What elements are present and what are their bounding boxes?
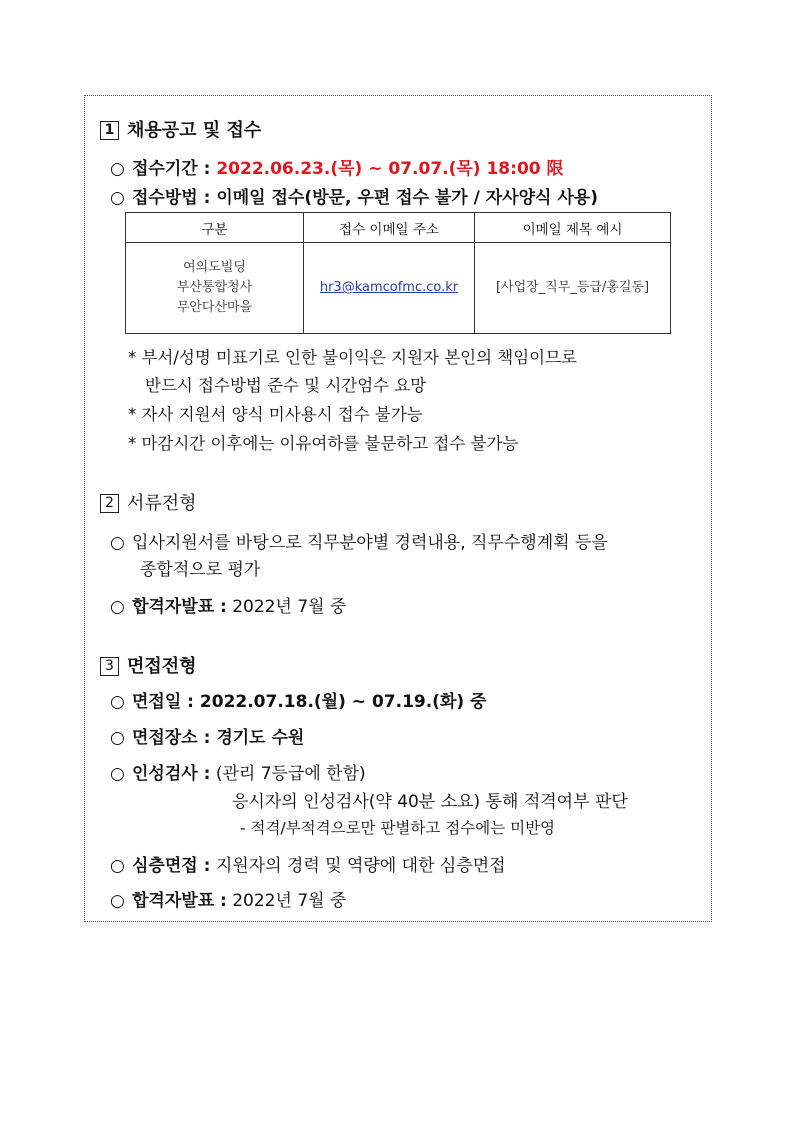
interview-date-label: 면접일 :	[132, 692, 194, 712]
bullet-circle: ○	[110, 597, 125, 617]
deep-interview-label: 심층면접 :	[132, 856, 211, 876]
bullet-circle: ○	[110, 764, 125, 784]
interview-place-label: 면접장소 :	[132, 728, 211, 748]
section-number-box: 1	[100, 121, 119, 140]
bullet-circle: ○	[110, 728, 125, 748]
interview-date-value: 2022.07.18.(월) ~ 07.19.(화) 중	[199, 692, 487, 712]
announce-label: 합격자발표 :	[132, 891, 227, 911]
personality-test-label: 인성검사 :	[132, 764, 211, 784]
method-label: 접수방법 :	[132, 188, 211, 208]
method-value: 이메일 접수(방문, 우편 접수 불가 / 자사양식 사용)	[216, 188, 598, 208]
email-link[interactable]: hr3@kamcofmc.co.kr	[319, 280, 459, 295]
deep-interview-value: 지원자의 경력 및 역량에 대한 심층면접	[215, 856, 506, 876]
interview-place-line	[110, 723, 304, 748]
location-item: 무안다산마을	[176, 300, 253, 315]
section-title: 채용공고 및 접수	[127, 120, 262, 141]
table-header-row	[126, 213, 671, 243]
bullet-circle: ○	[110, 856, 125, 876]
interview-date-line	[110, 687, 486, 712]
screening-desc-line: 입사지원서를 바탕으로 직무분야별 경력내용, 직무수행계획 등을	[132, 533, 608, 553]
header-category: 구분	[126, 213, 304, 243]
announce-value: 2022년 7월 중	[232, 597, 347, 617]
email-cell	[304, 243, 475, 334]
section-3-heading	[100, 652, 197, 678]
personality-test-line	[110, 759, 366, 784]
bullet-circle: ○	[110, 159, 125, 179]
header-email: 접수 이메일 주소	[304, 213, 475, 243]
period-label: 접수기간 :	[132, 159, 211, 179]
note-line: * 자사 지원서 양식 미사용시 접수 불가능	[128, 405, 423, 424]
note-line: * 마감시간 이후에는 이유여하를 불문하고 접수 불가능	[128, 434, 519, 453]
period-line	[110, 154, 564, 179]
screening-desc-line: 종합적으로 평가	[140, 560, 261, 580]
bullet-circle: ○	[110, 188, 125, 208]
announce-label: 합격자발표 :	[132, 597, 227, 617]
location-item: 부산통합청사	[176, 280, 253, 295]
section-title: 서류전형	[127, 493, 197, 514]
section-2-heading	[100, 489, 197, 515]
doc-announce-line	[110, 592, 346, 617]
note-line: 반드시 접수방법 준수 및 시간엄수 요망	[145, 376, 427, 395]
bullet-circle: ○	[110, 533, 125, 553]
subject-cell: [사업장_직무_등급/홍길동]	[475, 243, 671, 334]
interview-place-value: 경기도 수원	[216, 728, 305, 748]
method-line	[110, 183, 598, 208]
personality-test-value: (관리 7등급에 한함)	[215, 764, 366, 784]
screening-desc	[110, 528, 608, 553]
personality-test-detail: 응시자의 인성검사(약 40분 소요) 통해 적격여부 판단	[232, 792, 628, 812]
bullet-circle: ○	[110, 692, 125, 712]
section-title: 면접전형	[127, 656, 197, 677]
announce-value: 2022년 7월 중	[232, 891, 347, 911]
location-item: 여의도빌딩	[183, 260, 246, 275]
section-number-box: 3	[100, 657, 119, 676]
final-announce-line	[110, 886, 346, 911]
section-number-box: 2	[100, 494, 119, 513]
location-cell	[126, 243, 304, 334]
section-1-heading	[100, 116, 261, 142]
note-line: * 부서/성명 미표기로 인한 불이익은 지원자 본인의 책임이므로	[128, 348, 577, 367]
header-subject: 이메일 제목 예시	[475, 213, 671, 243]
period-value: 2022.06.23.(목) ~ 07.07.(목) 18:00 限	[216, 159, 564, 179]
application-table	[125, 212, 671, 334]
personality-test-note: - 적격/부적격으로만 판별하고 점수에는 미반영	[240, 819, 556, 837]
deep-interview-line	[110, 851, 506, 876]
bullet-circle: ○	[110, 891, 125, 911]
table-row	[126, 243, 671, 334]
